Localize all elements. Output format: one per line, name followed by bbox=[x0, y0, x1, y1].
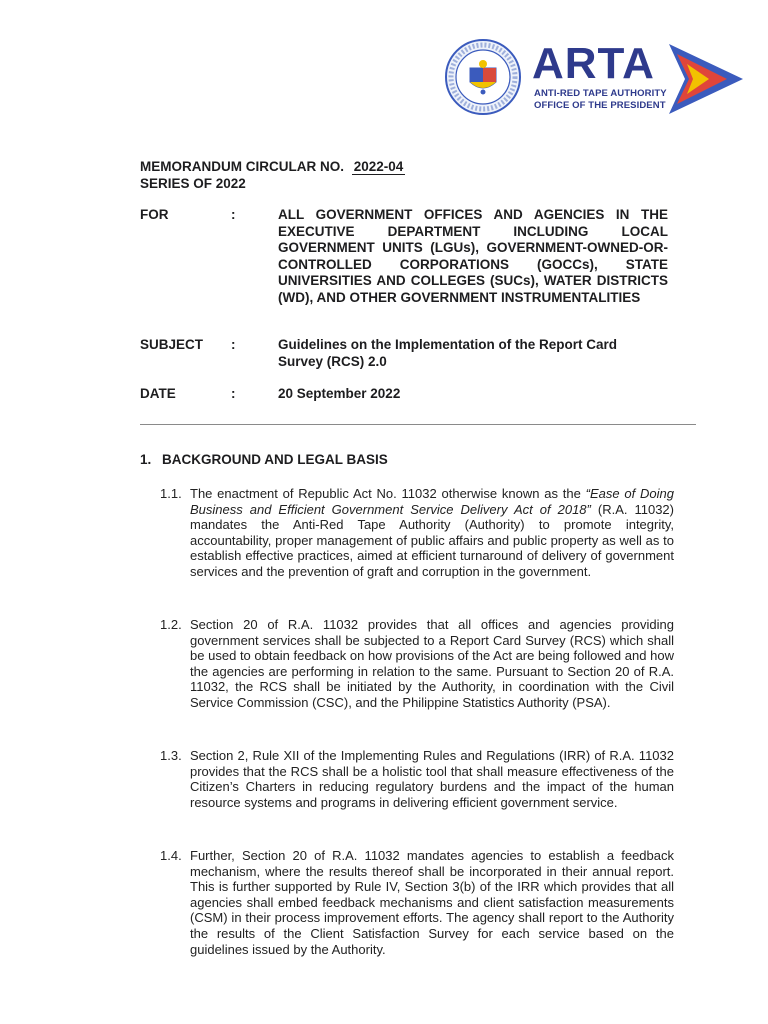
arta-logo-word: ARTA bbox=[532, 39, 655, 88]
arta-arrow-icon bbox=[665, 40, 747, 118]
paragraph-text-part: (R.A. 11032) mandates the Anti-Red Tape Authority (Authority) to promote integrity, accountability, proper management of public affairs and public property as well as to establish effective practices, aimed at efficient turnaround of delivery of government services and the prevention of graft and corruption in the government. bbox=[190, 501, 674, 579]
paragraph-text: Section 20 of R.A. 11032 provides that all offices and agencies providing government services shall be subjected to a Report Card Survey (RCS) which shall be used to obtain feedback on how provisions of the Act are being followed and how the agencies are performing in relation to the same. Pursuant to Section 20 of R.A. 11032, the RCS shall be initiated by the Authority, in coordination with the Civil Service Commission (CSC), and the Philippine Statistics Authority (PSA). bbox=[190, 617, 674, 710]
memo-number: 2022-04 bbox=[353, 159, 404, 174]
subject-value: Guidelines on the Implementation of the Report Card Survey (RCS) 2.0 bbox=[278, 337, 618, 369]
paragraph-text: Section 2, Rule XII of the Implementing Rules and Regulations (IRR) of R.A. 11032 provides that the RCS shall be a holistic tool that shall measure effectiveness of the Citizen’s Charters in reducing regulatory burdens and the impact of the human resource systems and programs in delivering efficient government service. bbox=[190, 748, 674, 810]
memo-label: MEMORANDUM CIRCULAR NO. bbox=[140, 159, 344, 174]
paragraph-number: 1.4. bbox=[160, 848, 182, 863]
header-divider bbox=[140, 424, 696, 425]
paragraph-1-1 bbox=[160, 486, 674, 598]
paragraph-number: 1.2. bbox=[160, 617, 182, 632]
section-title: BACKGROUND AND LEGAL BASIS bbox=[162, 452, 388, 467]
arta-logo-line2: OFFICE OF THE PRESIDENT bbox=[534, 100, 666, 111]
for-label: FOR bbox=[140, 207, 169, 222]
paragraph-text: Further, Section 20 of R.A. 11032 mandates agencies to establish a feedback mechanism, where the results thereof shall be incorporated in their annual report. This is further supported by Rule IV, Section 3(b) of the IRR which provides that all agencies shall embed feedback mechanisms and client satisfaction measurements (CSM) in their process improvement efforts. The agency shall report to the Authority the results of the Client Satisfaction Survey for each service based on the guidelines issued by the Authority. bbox=[190, 848, 674, 957]
paragraph-number: 1.1. bbox=[160, 486, 182, 501]
act-title-italic: “Ease of Doing Business and Efficient Government Service Delivery Act of 2018” bbox=[190, 486, 674, 517]
date-colon: : bbox=[231, 386, 236, 401]
section-number: 1. bbox=[140, 452, 152, 467]
subject-colon: : bbox=[231, 337, 236, 352]
paragraph-number: 1.3. bbox=[160, 748, 182, 763]
arta-logo-line1: ANTI-RED TAPE AUTHORITY bbox=[534, 88, 667, 99]
paragraph-1-4 bbox=[160, 848, 674, 960]
date-label: DATE bbox=[140, 386, 176, 401]
date-value: 20 September 2022 bbox=[278, 386, 401, 401]
memo-heading bbox=[140, 158, 405, 192]
paragraph-1-3 bbox=[160, 748, 674, 828]
for-value: ALL GOVERNMENT OFFICES AND AGENCIES IN THE EXECUTIVE DEPARTMENT INCLUDING LOCAL GOVERNMENT UNITS (LGUs), GOVERNMENT-OWNED-OR-CONTROLLED CORPORATIONS (GOCCs), STATE UNIVERSITIES AND COLLEGES (SUCs), WATER DISTRICTS (WD), AND OTHER GOVERNMENT INSTRUMENTALITIES bbox=[278, 207, 668, 305]
presidential-seal-logo bbox=[444, 38, 522, 116]
paragraph-text bbox=[190, 486, 674, 580]
arta-logo bbox=[530, 40, 750, 120]
memo-series: SERIES OF 2022 bbox=[140, 176, 246, 191]
subject-label: SUBJECT bbox=[140, 337, 204, 352]
paragraph-text-part: The enactment of Republic Act No. 11032 otherwise known as the bbox=[190, 486, 586, 501]
paragraph-1-2 bbox=[160, 617, 674, 729]
for-colon: : bbox=[231, 207, 236, 222]
